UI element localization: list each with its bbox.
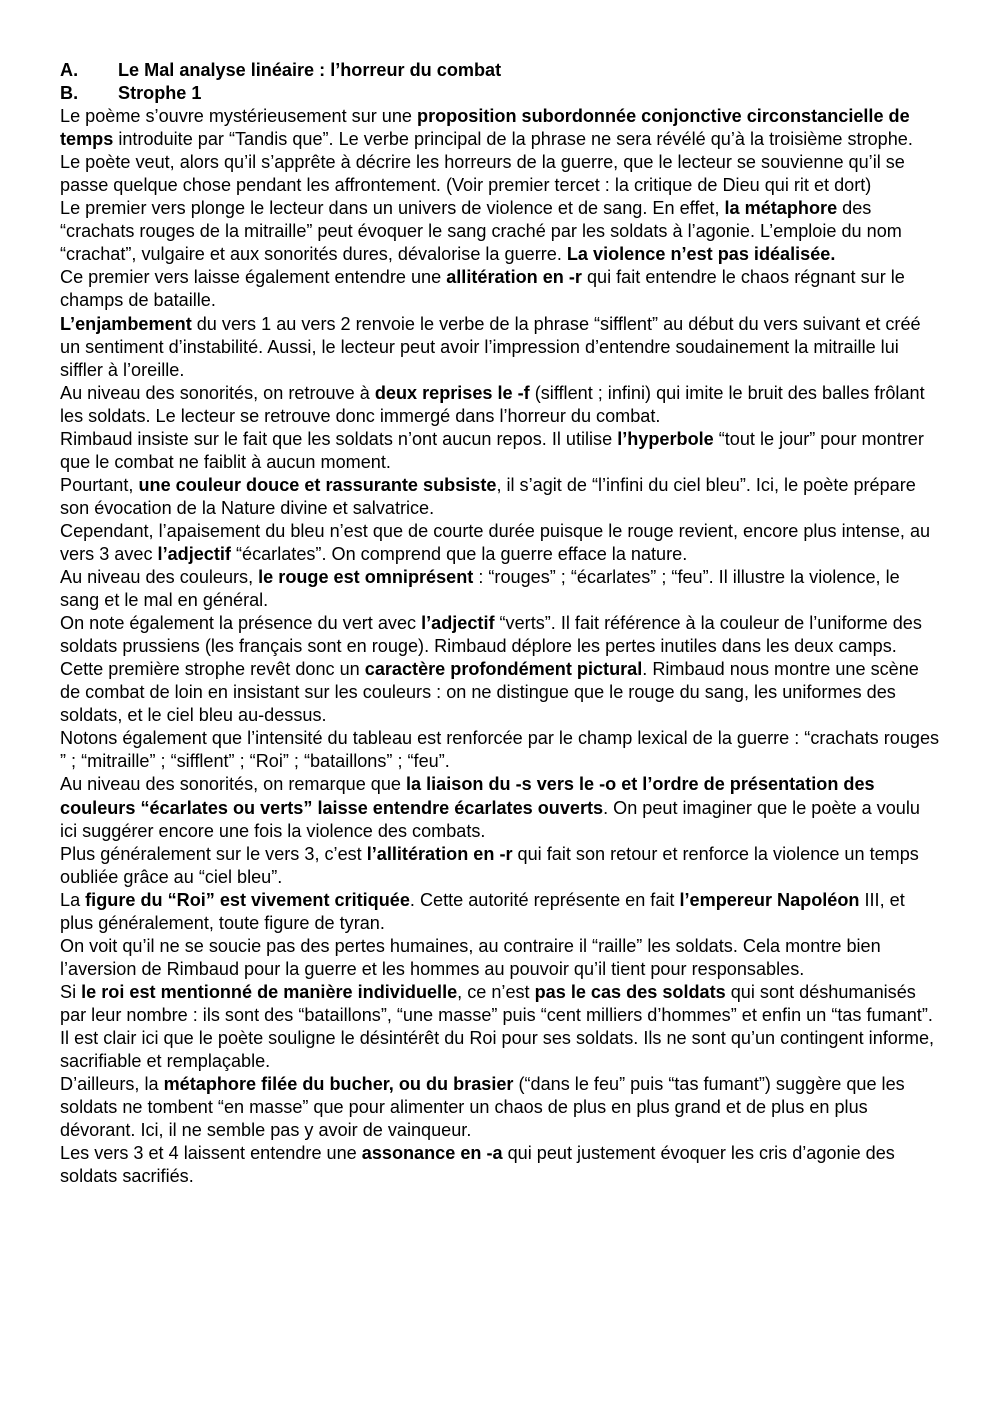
text-run: Si [60,981,82,1002]
bold-phrase: l’adjectif [157,543,231,564]
paragraph [60,520,940,566]
paragraph [60,612,940,658]
text-run: Au niveau des sonorités, on remarque que [60,774,407,795]
paragraph [60,313,940,382]
bold-phrase: l’allitération en -r [366,843,513,864]
text-run: Au niveau des sonorités, on retrouve à [60,382,375,403]
paragraph [60,1027,940,1073]
text-run: Les vers 3 et 4 laissent entendre une [60,1143,362,1164]
paragraph [60,428,940,474]
text-run: Plus généralement sur le vers 3, c’est [60,843,367,864]
text-run: (“dans le feu” puis “tas fumant”) suggère que les soldats ne tombent “en masse” que pour alimenter un chaos de plus en plus grand et de plus en plus dévorant. Ici, il ne semble pas y avoir de vainqueur. [60,1074,905,1141]
text-run: du vers 1 au vers 2 renvoie le verbe de la phrase “sifflent” au début du vers suivant et créé un sentiment d’instabilité. Aussi, le lecteur peut avoir l’impression d’entendre soudainement la mitraille lui siffler à l’oreille. [60,313,921,380]
bold-phrase: la métaphore [724,198,838,219]
bold-phrase: pas le cas des soldats [534,981,726,1002]
heading-text: Le Mal analyse linéaire : l’horreur du combat [118,60,502,80]
paragraph [60,889,940,935]
text-run: qui sont déshumanisés par leur nombre : ils sont des “bataillons”, “une masse” puis “cent milliers d’hommes” et enfin un “tas fumant”. [60,981,933,1025]
bold-phrase: le rouge est omniprésent [258,567,474,588]
bold-phrase: l’hyperbole [617,428,714,449]
text-run: qui fait son retour et renforce la violence un temps oubliée grâce au “ciel bleu”. [60,843,919,887]
text-run: , il s’agit de “l’infini du ciel bleu”. Ici, le poète prépare son évocation de la Nature divine et salvatrice. [60,474,916,518]
text-run: “tout le jour” pour montrer que le combat ne faiblit à aucun moment. [60,428,924,472]
paragraph [60,727,940,773]
bold-phrase: La violence n’est pas idéalisée. [566,244,836,265]
text-run: “verts”. Il fait référence à la couleur de l’uniforme des soldats prussiens (les français sont en rouge). Rimbaud déplore les pertes inutiles dans les deux camps. [60,613,922,657]
text-run: La [60,889,86,910]
text-run: Le poète veut, alors qu’il s’apprête à décrire les horreurs de la guerre, que le lecteur se souvienne qu’il se passe quelque chose pendant les affrontement. (Voir premier tercet : la critique de Dieu qui rit et dort) [60,152,905,196]
text-run: (sifflent ; infini) qui imite le bruit des balles frôlant les soldats. Le lecteur se retrouve donc immergé dans l’horreur du combat. [60,382,925,426]
paragraph-list [60,105,940,1188]
text-run: Rimbaud insiste sur le fait que les soldats n’ont aucun repos. Il utilise [60,428,618,449]
text-run: qui fait entendre le chaos régnant sur le champs de bataille. [60,267,905,311]
paragraph [60,773,940,842]
heading-b [60,82,940,105]
text-run: Cependant, l’apaisement du bleu n’est que de courte durée puisque le rouge revient, encore plus intense, au vers 3 avec [60,520,931,564]
bold-phrase: allitération en -r [446,267,582,288]
text-run: “écarlates”. On comprend que la guerre efface la nature. [230,543,688,564]
paragraph [60,1142,940,1188]
heading-a [60,59,940,82]
text-run: Au niveau des couleurs, [60,567,259,588]
paragraph [60,266,940,312]
bold-phrase: assonance en -a [361,1143,503,1164]
paragraph [60,197,940,266]
heading-text: Strophe 1 [118,83,202,104]
bold-phrase: L’enjambement [60,313,192,334]
text-run: , ce n’est [457,981,535,1002]
bold-phrase: l’adjectif [421,613,495,634]
paragraph [60,474,940,520]
paragraph [60,382,940,428]
text-run: : “rouges” ; “écarlates” ; “feu”. Il illustre la violence, le sang et le mal en général. [60,567,900,611]
bold-phrase: une couleur douce et rassurante subsiste [138,474,497,495]
bold-phrase: proposition subordonnée conjonctive circonstancielle de temps [60,106,910,150]
paragraph [60,105,940,151]
bold-phrase: métaphore filée du bucher, ou du brasier [163,1074,514,1095]
text-run: On voit qu’il ne se soucie pas des pertes humaines, au contraire il “raille” les soldats. Cela montre bien l’aversion de Rimbaud pour la guerre et les hommes au pouvoir qu’il tient pour responsables. [60,935,881,979]
text-run: Pourtant, [60,474,139,495]
text-run: Il est clair ici que le poète souligne le désintérêt du Roi pour ses soldats. Ils ne sont qu’un contingent informe, sacrifiable et remplaçable. [60,1027,935,1072]
paragraph [60,658,940,727]
text-run: . Rimbaud nous montre une scène de combat de loin en insistant sur les couleurs : on ne distingue que le rouge du sang, les uniformes des soldats, et le ciel bleu au-dessus. [60,659,919,726]
text-run: On note également la présence du vert avec [60,613,422,634]
text-run: . Cette autorité représente en fait [409,889,680,910]
paragraph [60,981,940,1027]
text-run: D’ailleurs, la [60,1074,164,1095]
text-run: Ce premier vers laisse également entendre une [60,267,447,288]
text-run: III, et plus généralement, toute figure de tyran. [60,889,905,933]
bold-phrase: figure du “Roi” est vivement critiquée [85,889,410,910]
text-run: qui peut justement évoquer les cris d’agonie des soldats sacrifiés. [60,1143,895,1187]
paragraph [60,1073,940,1142]
bold-phrase: caractère profondément pictural [364,659,643,680]
text-run: Le premier vers plonge le lecteur dans un univers de violence et de sang. En effet, [60,198,725,219]
paragraph [60,151,940,197]
paragraph [60,566,940,612]
heading-label: A. [60,60,79,80]
paragraph [60,935,940,981]
bold-phrase: la liaison du -s vers le -o et l’ordre de présentation des couleurs “écarlates ou verts” laisse entendre écarlates ouverts [60,774,875,818]
text-run: Cette première strophe revêt donc un [60,659,365,680]
text-run: des “crachats rouges de la mitraille” peut évoquer le sang craché par les soldats à l’agonie. L’emploie du nom “crachat”, vulgaire et aux sonorités dures, dévalorise la guerre. [60,198,902,265]
bold-phrase: le roi est mentionné de manière individuelle [81,981,458,1002]
text-run: Le poème s’ouvre mystérieusement sur une [60,106,418,127]
text-run: introduite par “Tandis que”. Le verbe principal de la phrase ne sera révélé qu’à la troisième strophe. [113,129,913,150]
heading-label: B. [60,83,79,104]
paragraph [60,843,940,889]
bold-phrase: deux reprises le -f [374,382,530,403]
text-run: Notons également que l’intensité du tableau est renforcée par le champ lexical de la guerre : “crachats rouges ” ; “mitraille” ; “sifflent” ; “Roi” ; “bataillons” ; “feu”. [60,728,940,772]
document-page [60,59,940,1188]
text-run: . On peut imaginer que le poète a voulu ici suggérer encore une fois la violence des combats. [60,797,920,841]
bold-phrase: l’empereur Napoléon [679,889,860,910]
